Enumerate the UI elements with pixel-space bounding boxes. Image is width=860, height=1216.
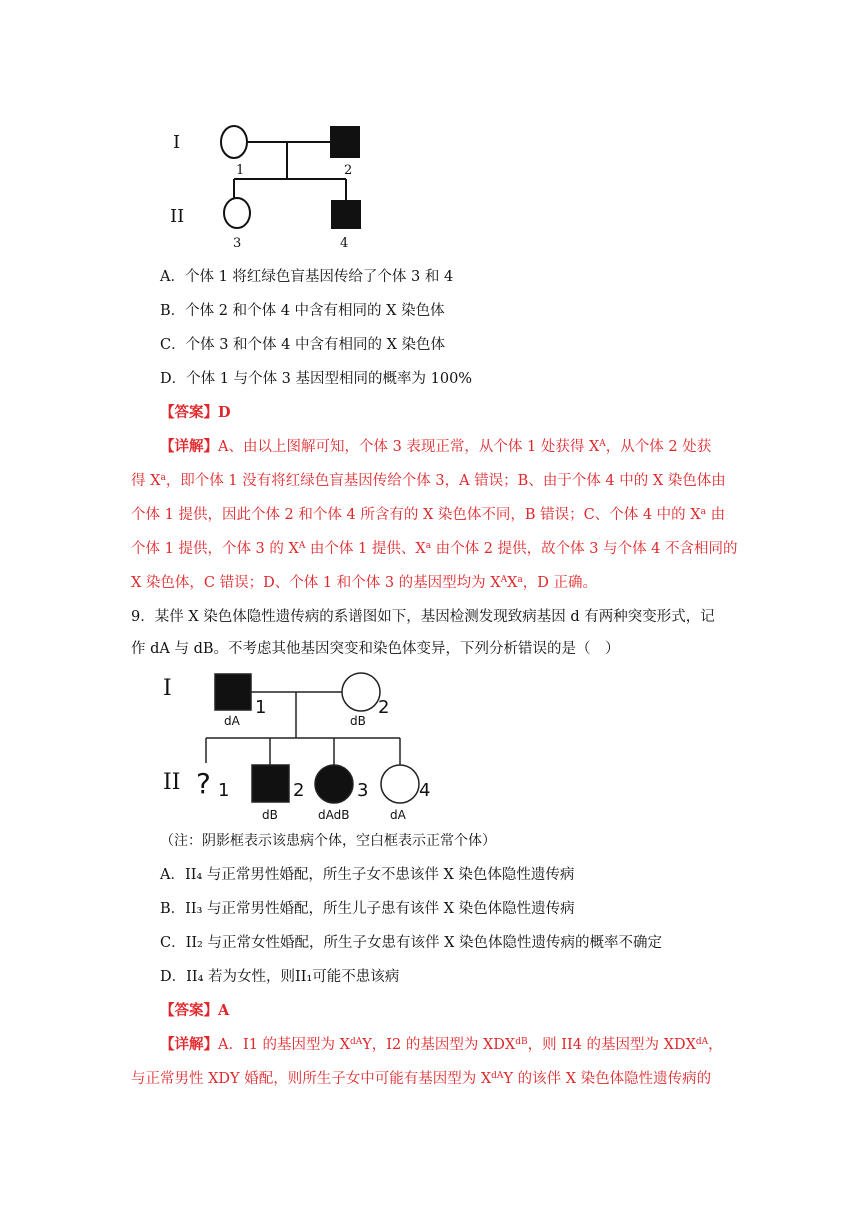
individual-ii2-male-affected bbox=[252, 765, 289, 802]
generation-label-2: II bbox=[170, 206, 185, 227]
generation-label-1: I bbox=[163, 676, 172, 701]
option-b: B．II₃ 与正常男性婚配，所生儿子患有该伴 X 染色体隐性遗传病 bbox=[160, 901, 575, 917]
individual-ii3-female-affected bbox=[315, 765, 353, 803]
option-c: C．个体 3 和个体 4 中含有相同的 X 染色体 bbox=[160, 337, 446, 353]
individual-number: 3 bbox=[233, 236, 242, 251]
answer-line: 【答案】D bbox=[160, 404, 231, 421]
detail-line-3: 个体 1 提供，因此个体 2 和个体 4 所含有的 X 染色体不同，B 错误；C、个体 4 中的 $X^a$ 由 bbox=[131, 507, 726, 523]
genotype-label: dB bbox=[350, 714, 366, 728]
genotype-label: dAdB bbox=[318, 808, 350, 822]
option-b: B．个体 2 和个体 4 中含有相同的 X 染色体 bbox=[160, 303, 445, 319]
unknown-marker: ? bbox=[196, 767, 211, 800]
option-a: A．II₄ 与正常男性婚配，所生子女不患该伴 X 染色体隐性遗传病 bbox=[160, 867, 575, 883]
detail-line-5: X 染色体，C 错误；D、个体 1 和个体 3 的基因型均为 $X^AX^a$，D 正确。 bbox=[131, 575, 598, 591]
individual-number: 2 bbox=[344, 163, 353, 178]
figure-note: （注：阴影框表示该患病个体，空白框表示正常个体） bbox=[160, 833, 496, 849]
individual-number: 2 bbox=[293, 780, 305, 801]
generation-label-1: I bbox=[173, 132, 181, 153]
individual-number: 4 bbox=[419, 780, 431, 801]
detail-line-2: 与正常男性 XDY 婚配，则所生子女中可能有基因型为 $X^{dA}Y$ 的该伴 X 染色体隐性遗传病的 bbox=[131, 1071, 712, 1087]
individual-number: 1 bbox=[255, 697, 267, 718]
option-a: A．个体 1 将红绿色盲基因传给了个体 3 和 4 bbox=[160, 269, 454, 285]
individual-number: 1 bbox=[218, 780, 230, 801]
genotype-label: dA bbox=[224, 714, 240, 728]
question-stem-line-1: 9．某伴 X 染色体隐性遗传病的系谱图如下，基因检测发现致病基因 d 有两种突变形式，记 bbox=[131, 609, 715, 625]
individual-number: 3 bbox=[357, 780, 369, 801]
individual-ii4-female-normal bbox=[381, 765, 419, 803]
option-d: D．个体 1 与个体 3 基因型相同的概率为 100% bbox=[160, 371, 473, 387]
genotype-label: dB bbox=[262, 808, 278, 822]
individual-number: 1 bbox=[236, 163, 245, 178]
genotype-label: dA bbox=[390, 808, 406, 822]
option-d: D．II₄ 若为女性，则II₁可能不患该病 bbox=[160, 969, 400, 985]
individual-i2-female-normal bbox=[342, 673, 380, 711]
detail-line-2: 得 $X^a$，即个体 1 没有将红绿色盲基因传给个体 3，A 错误；B、由于个体 4 中的 X 染色体由 bbox=[131, 473, 726, 489]
generation-label-2: II bbox=[163, 770, 181, 795]
individual-i1-male-affected bbox=[215, 674, 251, 710]
option-c: C．II₂ 与正常女性婚配，所生子女患有该伴 X 染色体隐性遗传病的概率不确定 bbox=[160, 935, 663, 951]
detail-line-1: 【详解】A、由以上图解可知，个体 3 表现正常，从个体 1 处获得 $X^A$，从个体 2 处获 bbox=[160, 438, 712, 455]
question-stem-line-2: 作 dA 与 dB。不考虑其他基因突变和染色体变异，下列分析错误的是（ ） bbox=[131, 641, 620, 657]
detail-line-1: 【详解】A．I1 的基因型为 $X^{dA}Y$，I2 的基因型为 $XDX^{dB}$，则 II4 的基因型为 $XDX^{dA}$， bbox=[160, 1036, 723, 1053]
answer-line: 【答案】A bbox=[160, 1002, 230, 1019]
detail-line-4: 个体 1 提供，个体 3 的 $X^A$ 由个体 1 提供、$X^a$ 由个体 2 提供，故个体 3 与个体 4 不含相同的 bbox=[131, 541, 738, 557]
individual-number: 4 bbox=[340, 236, 349, 251]
individual-number: 2 bbox=[378, 697, 390, 718]
